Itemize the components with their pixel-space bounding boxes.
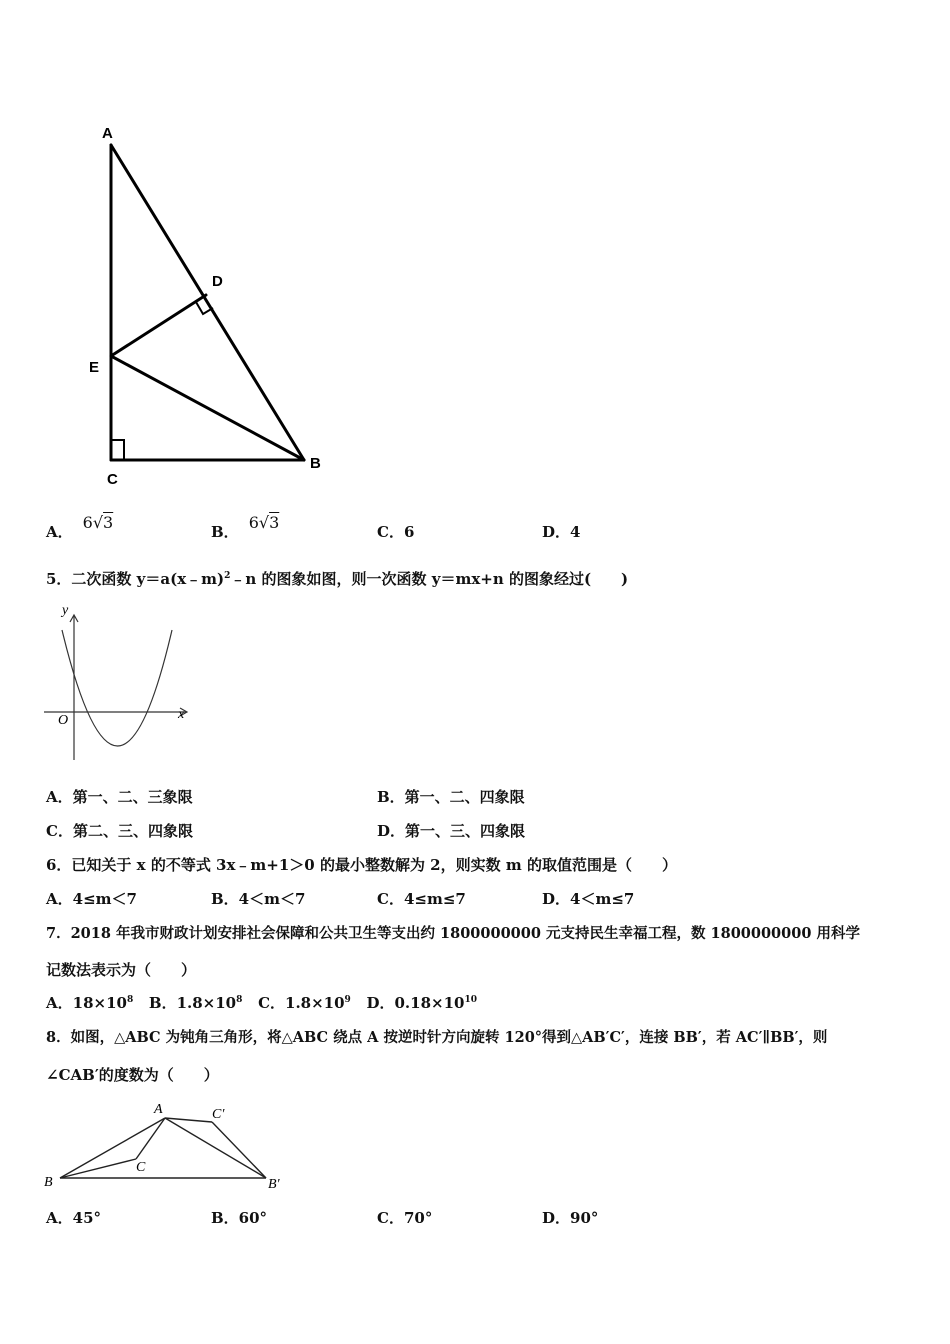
label-A: A [102, 125, 113, 142]
label-Bprime-q8: B′ [268, 1177, 280, 1192]
label-B: B [310, 455, 321, 472]
q4-option-b-letter: B． [211, 523, 239, 541]
parabola-curve [62, 630, 172, 746]
q7-option-b[interactable]: B．$1.8\times 10^8$ [148, 994, 243, 1012]
label-D: D [212, 273, 223, 290]
q5-option-b[interactable]: B．第一、二、四象限 [377, 788, 525, 806]
label-A-q8: A [154, 1102, 163, 1117]
q6-option-a[interactable]: A．4≤m＜7 [46, 890, 137, 908]
q5-option-d[interactable]: D．第一、三、四象限 [377, 822, 526, 840]
label-C: C [107, 471, 118, 488]
origin-label: O [58, 713, 69, 728]
x-axis-label: x [178, 707, 185, 722]
q6-option-d[interactable]: D．4＜m≤7 [542, 890, 635, 908]
label-C-q8: C [136, 1160, 146, 1175]
q8-option-a[interactable]: A．45° [46, 1209, 102, 1227]
segment-AB [60, 1118, 165, 1178]
q4-option-b[interactable] [211, 513, 280, 542]
q7-options-row [46, 993, 477, 1013]
q4-option-a[interactable] [46, 513, 114, 542]
q4-option-b-value: 6√3 [248, 513, 280, 532]
q4-option-a-letter: A． [46, 523, 73, 541]
q7-stem-line1: 7．2018 年我市财政计划安排社会保障和公共卫生等支出约 1800000000 元支持民生幸福工程，数 1800000000 用科学 [46, 925, 860, 942]
q7-option-d[interactable]: D．$0.18\times 10^{10}$ [366, 994, 477, 1012]
q7-option-c[interactable]: C．$1.8\times 10^9$ [258, 994, 351, 1012]
q5-stem: 5．二次函数 y＝a(x﹣m)$^2$﹣n 的图象如图，则一次函数 y＝mx+n 的图象经过( ) [46, 570, 629, 588]
segment-AC [136, 1118, 165, 1159]
q8-option-b[interactable]: B．60° [211, 1209, 268, 1227]
q4-option-d[interactable]: D．4 [542, 523, 581, 541]
parabola-graph-q5 [40, 602, 200, 762]
triangle-figure-q4 [80, 118, 340, 498]
segment-AB [111, 145, 304, 460]
q4-option-a-value: 6√3 [82, 513, 114, 532]
q8-stem-line2: ∠CAB′的度数为（ ） [46, 1066, 219, 1084]
q7-stem-line2: 记数法表示为（ ） [46, 961, 197, 979]
segment-ED [111, 295, 206, 356]
right-angle-mark-C [111, 440, 124, 460]
q6-stem: 6．已知关于 x 的不等式 3x﹣m+1＞0 的最小整数解为 2，则实数 m 的取值范围是（ ） [46, 856, 677, 874]
q6-option-b[interactable]: B．4＜m＜7 [211, 890, 306, 908]
label-B-q8: B [44, 1175, 53, 1190]
q8-option-c[interactable]: C．70° [377, 1209, 433, 1227]
label-E: E [89, 359, 100, 376]
label-Cprime-q8: C′ [212, 1107, 225, 1122]
segment-EB [111, 356, 304, 460]
segment-ABprime [165, 1118, 266, 1178]
q5-option-c[interactable]: C．第二、三、四象限 [46, 822, 193, 840]
rotation-figure-q8 [40, 1098, 290, 1198]
q8-option-d[interactable]: D．90° [542, 1209, 599, 1227]
q7-option-a[interactable]: A．$18\times 10^8$ [46, 994, 134, 1012]
y-axis-label: y [62, 603, 69, 618]
q8-stem-line1: 8．如图，△ABC 为钝角三角形，将△ABC 绕点 A 按逆时针方向旋转 120°得到△AB′C′，连接 BB′，若 AC′∥BB′，则 [46, 1029, 828, 1046]
q5-option-a[interactable]: A．第一、二、三象限 [46, 788, 193, 806]
segment-BC [60, 1159, 136, 1178]
q4-option-c[interactable]: C．6 [377, 523, 415, 541]
q6-option-c[interactable]: C．4≤m≤7 [377, 890, 466, 908]
